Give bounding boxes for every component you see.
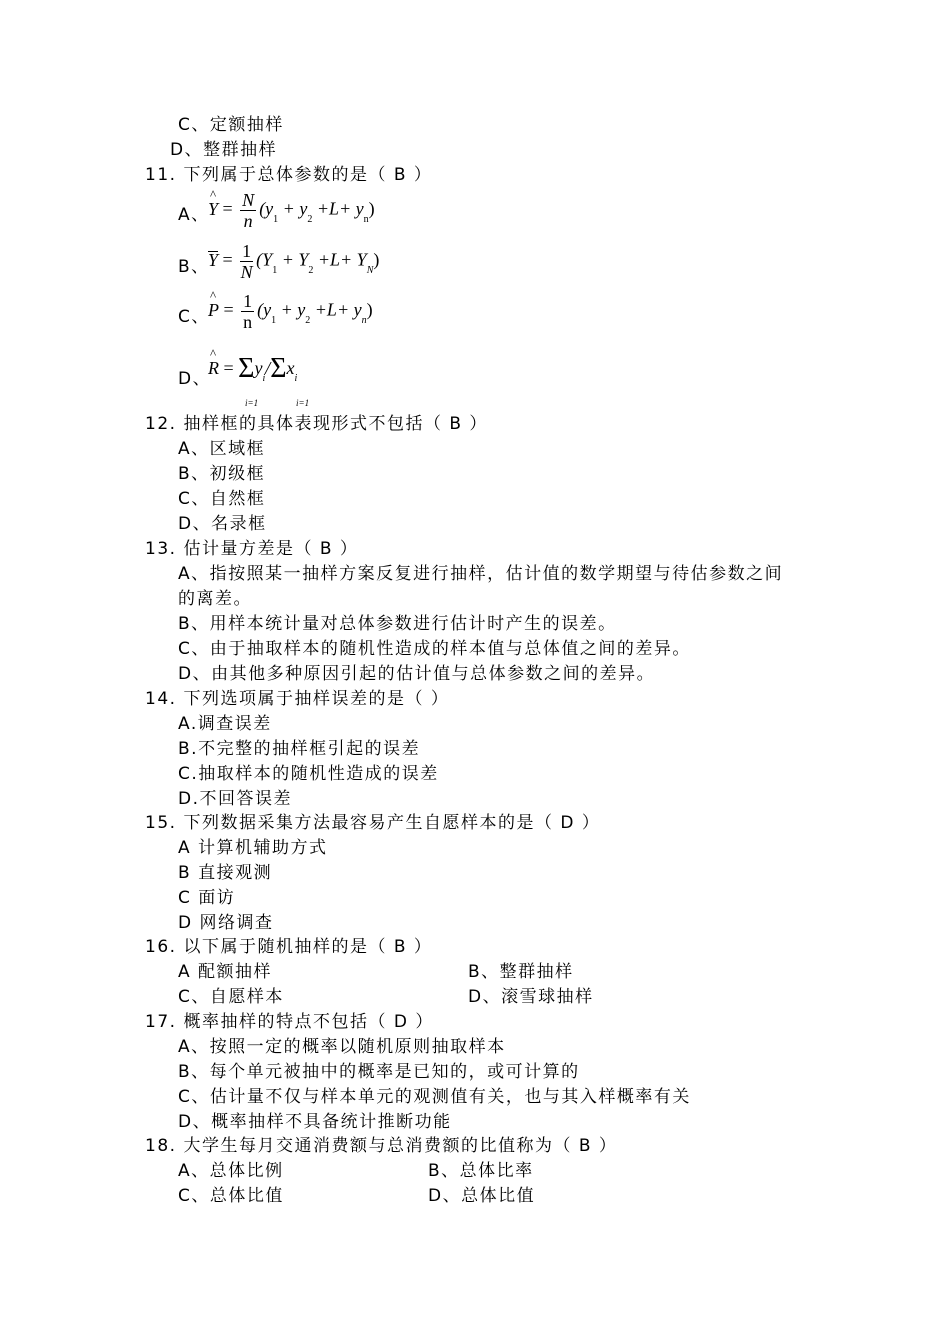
option-11a-label: A、 xyxy=(178,205,210,225)
option-14b: B.不完整的抽样框引起的误差 xyxy=(178,739,421,759)
formula-11d-limit-2: i=1 xyxy=(296,398,310,408)
option-13d: D、由其他多种原因引起的估计值与总体参数之间的差异。 xyxy=(178,664,656,684)
question-14: 14. 下列选项属于抽样误差的是（ ） xyxy=(145,689,450,709)
option-16c: C、自愿样本 xyxy=(178,987,284,1007)
option-17c: C、估计量不仅与样本单元的观测值有关，也与其入样概率有关 xyxy=(178,1087,691,1107)
option-13a-line1: A、指按照某一抽样方案反复进行抽样，估计值的数学期望与待估参数之间 xyxy=(178,564,784,584)
question-16: 16. 以下属于随机抽样的是（ B ） xyxy=(145,937,433,957)
formula-11d: ^ $R = \Sigma y_i/\Sigma x_i$ xyxy=(208,350,297,382)
option-17b: B、每个单元被抽中的概率是已知的，或可计算的 xyxy=(178,1062,580,1082)
option-11b-label: B、 xyxy=(178,257,210,277)
option-17a: A、按照一定的概率以随机原则抽取样本 xyxy=(178,1037,506,1057)
option-16a: A 配额抽样 xyxy=(178,962,273,982)
option-14a: A.调查误差 xyxy=(178,714,272,734)
question-11: 11. 下列属于总体参数的是（ B ） xyxy=(145,165,433,185)
option-10c: C、定额抽样 xyxy=(178,115,284,135)
option-12a: A、区域框 xyxy=(178,439,266,459)
option-11c-label: C、 xyxy=(178,307,210,327)
option-13c: C、由于抽取样本的随机性造成的样本值与总体值之间的差异。 xyxy=(178,639,691,659)
question-13: 13. 估计量方差是（ B ） xyxy=(145,539,359,559)
option-14d: D.不回答误差 xyxy=(178,789,292,809)
option-13a-line2: 的离差。 xyxy=(178,589,252,609)
formula-11d-limit-1: i=1 xyxy=(245,398,259,408)
option-10d: D、整群抽样 xyxy=(170,140,278,160)
option-13b: B、用样本统计量对总体参数进行估计时产生的误差。 xyxy=(178,614,617,634)
formula-11a: ^ Y = $\frac{N}{n}$ $(y_1 + y_2 +L+ y_n)$ xyxy=(208,190,375,231)
option-14c: C.抽取样本的随机性造成的误差 xyxy=(178,764,439,784)
option-11d-label: D、 xyxy=(178,369,212,389)
option-16b: B、整群抽样 xyxy=(468,962,574,982)
question-12: 12. 抽样框的具体表现形式不包括（ B ） xyxy=(145,414,488,434)
option-15d: D 网络调查 xyxy=(178,913,274,933)
question-17: 17. 概率抽样的特点不包括（ D ） xyxy=(145,1012,434,1032)
option-18a: A、总体比例 xyxy=(178,1161,284,1181)
option-16d: D、滚雪球抽样 xyxy=(468,987,594,1007)
formula-11b: Y = $\frac{1}{N}$ $(Y_1 + Y_2 +L+ Y_N)$ xyxy=(208,241,380,282)
formula-11c: ^ P = $\frac{1}{n}$ $(y_1 + y_2 +L+ y_n)$ xyxy=(208,291,373,332)
option-15b: B 直接观测 xyxy=(178,863,273,883)
option-18b: B、总体比率 xyxy=(428,1161,534,1181)
option-18d: D、总体比值 xyxy=(428,1186,536,1206)
question-18: 18. 大学生每月交通消费额与总消费额的比值称为（ B ） xyxy=(145,1136,618,1156)
option-12c: C、自然框 xyxy=(178,489,266,509)
option-12d: D、名录框 xyxy=(178,514,267,534)
option-15c: C 面访 xyxy=(178,888,236,908)
option-12b: B、初级框 xyxy=(178,464,266,484)
question-15: 15. 下列数据采集方法最容易产生自愿样本的是（ D ） xyxy=(145,813,601,833)
option-17d: D、概率抽样不具备统计推断功能 xyxy=(178,1112,452,1132)
option-18c: C、总体比值 xyxy=(178,1186,284,1206)
option-15a: A 计算机辅助方式 xyxy=(178,838,328,858)
